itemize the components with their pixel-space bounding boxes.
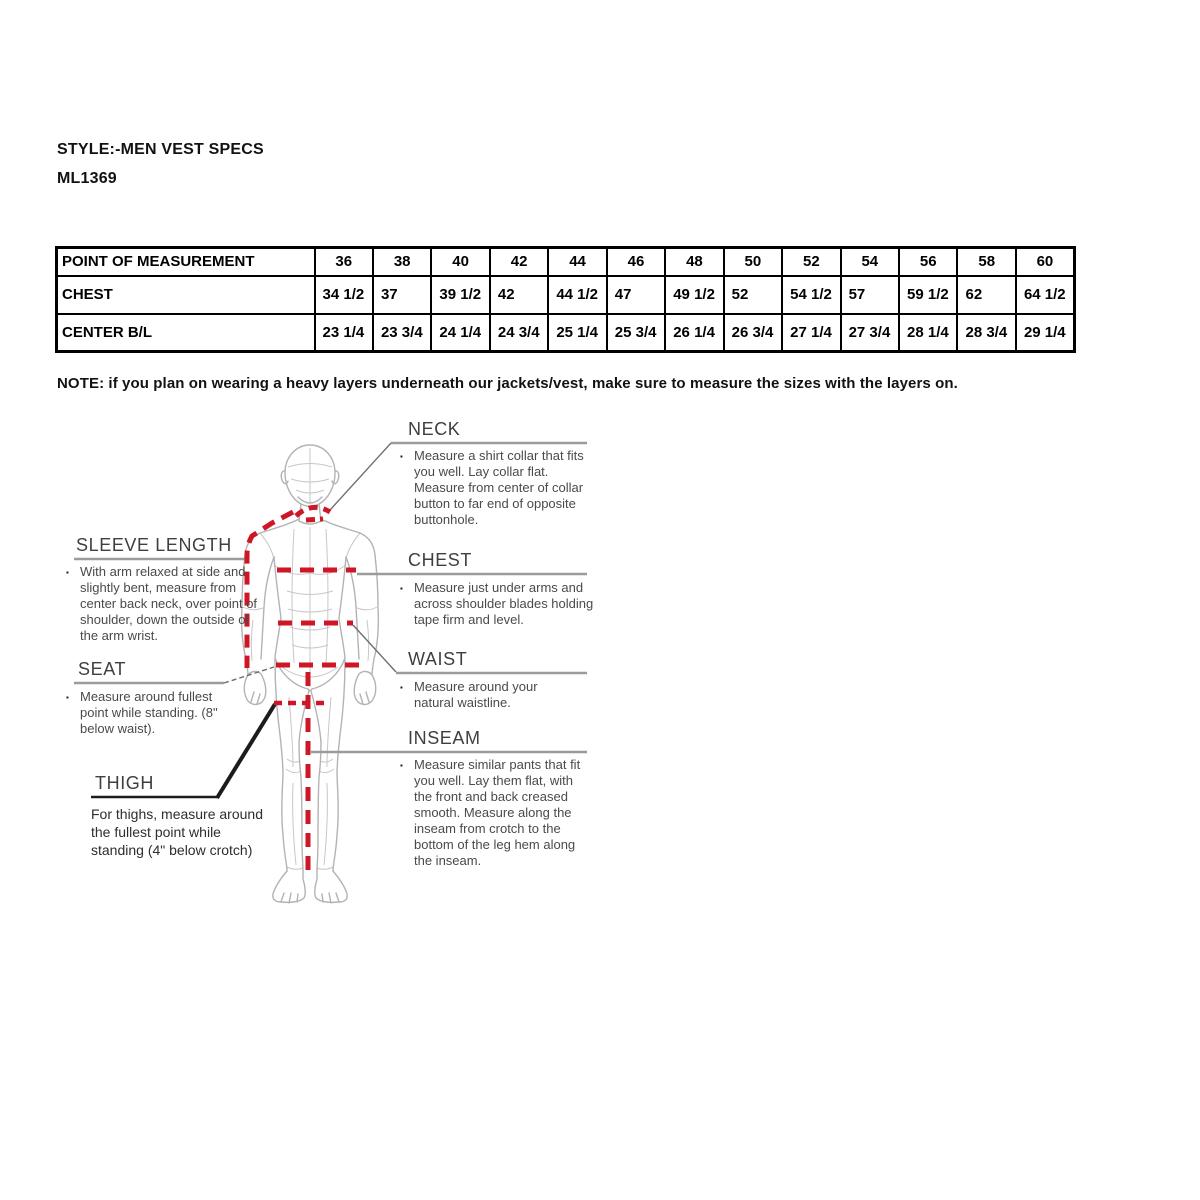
measurement-guide-diagram	[60, 415, 620, 915]
measurement-value: 57	[841, 276, 899, 314]
inseam-heading: INSEAM	[408, 728, 481, 748]
measurement-value: 28 1/4	[899, 314, 957, 352]
sleeve-length-description	[66, 564, 260, 644]
measurement-value: 42	[490, 276, 548, 314]
style-number: ML1369	[57, 170, 117, 187]
size-header: 50	[724, 248, 782, 276]
measurement-value: 28 3/4	[957, 314, 1015, 352]
measurement-value: 24 3/4	[490, 314, 548, 352]
measurement-value: 39 1/2	[431, 276, 489, 314]
thigh-description-text: For thighs, measure around the fullest point while standing (4" below crotch)	[91, 806, 263, 858]
measurement-value: 47	[607, 276, 665, 314]
bullet-icon: ▪	[66, 568, 69, 577]
size-header: 52	[782, 248, 840, 276]
chest-description	[400, 580, 594, 628]
inseam-description-text: Measure similar pants that fit you well. Lay them flat, with the front and back creased smooth. Measure along the inseam from crotch to the bottom of the leg hem along the inseam.	[414, 757, 581, 868]
inseam-description	[400, 757, 588, 869]
waist-description-text: Measure around your natural waistline.	[414, 679, 538, 710]
size-header: 44	[548, 248, 606, 276]
neck-description-text: Measure a shirt collar that fits you well. Lay collar flat. Measure from center of collar button to far end of opposite buttonhole.	[414, 448, 584, 527]
table-row	[57, 314, 1075, 352]
style-title: STYLE:-MEN VEST SPECS	[57, 141, 264, 158]
bullet-icon: ▪	[400, 584, 403, 593]
size-header: 60	[1016, 248, 1074, 276]
chest-heading: CHEST	[408, 550, 473, 570]
size-header: 38	[373, 248, 431, 276]
point-of-measurement-header: POINT OF MEASUREMENT	[57, 248, 315, 276]
size-header: 58	[957, 248, 1015, 276]
size-spec-table	[55, 246, 1076, 353]
seat-description	[66, 689, 230, 737]
size-header: 40	[431, 248, 489, 276]
measurement-value: 24 1/4	[431, 314, 489, 352]
measurement-value: 34 1/2	[315, 276, 373, 314]
sleeve-length-description-text: With arm relaxed at side and slightly bent, measure from center back neck, over point of shoulder, down the outside of the arm wrist.	[80, 564, 258, 643]
measurement-value: 59 1/2	[899, 276, 957, 314]
measurement-value: 26 3/4	[724, 314, 782, 352]
table-header-row	[57, 248, 1075, 276]
waist-heading: WAIST	[408, 649, 468, 669]
bullet-icon: ▪	[400, 452, 403, 461]
table-body	[57, 276, 1075, 352]
measurement-row-label: CHEST	[57, 276, 315, 314]
measurement-value: 27 1/4	[782, 314, 840, 352]
measurement-value: 29 1/4	[1016, 314, 1074, 352]
note-text: NOTE: if you plan on wearing a heavy layers underneath our jackets/vest, make sure to measure the sizes with the layers on.	[57, 375, 958, 392]
size-header: 46	[607, 248, 665, 276]
measurement-value: 54 1/2	[782, 276, 840, 314]
size-header: 42	[490, 248, 548, 276]
size-header: 54	[841, 248, 899, 276]
bullet-icon: ▪	[66, 693, 69, 702]
seat-description-text: Measure around fullest point while standing. (8" below waist).	[80, 689, 218, 736]
table-row	[57, 276, 1075, 314]
measurement-value: 27 3/4	[841, 314, 899, 352]
waist-description	[400, 679, 554, 711]
measurement-value: 44 1/2	[548, 276, 606, 314]
neck-heading: NECK	[408, 419, 461, 439]
spec-title-block	[57, 141, 264, 199]
seat-heading: SEAT	[78, 659, 127, 679]
measurement-value: 62	[957, 276, 1015, 314]
sleeve-length-heading: SLEEVE LENGTH	[76, 535, 232, 555]
chest-description-text: Measure just under arms and across shoulder blades holding tape firm and level.	[414, 580, 594, 627]
bullet-icon: ▪	[400, 761, 403, 770]
measurement-value: 23 3/4	[373, 314, 431, 352]
measurement-value: 25 1/4	[548, 314, 606, 352]
size-header: 56	[899, 248, 957, 276]
collar-measure-dash	[306, 519, 323, 520]
measurement-value: 23 1/4	[315, 314, 373, 352]
measurement-value: 49 1/2	[665, 276, 723, 314]
measurement-value: 52	[724, 276, 782, 314]
thigh-description	[91, 805, 273, 859]
measurement-value: 25 3/4	[607, 314, 665, 352]
measurement-value: 37	[373, 276, 431, 314]
measurement-value: 26 1/4	[665, 314, 723, 352]
thigh-heading: THIGH	[95, 773, 154, 793]
measurement-value: 64 1/2	[1016, 276, 1074, 314]
bullet-icon: ▪	[400, 683, 403, 692]
size-header: 48	[665, 248, 723, 276]
measurement-row-label: CENTER B/L	[57, 314, 315, 352]
neck-description	[400, 448, 586, 528]
size-header: 36	[315, 248, 373, 276]
